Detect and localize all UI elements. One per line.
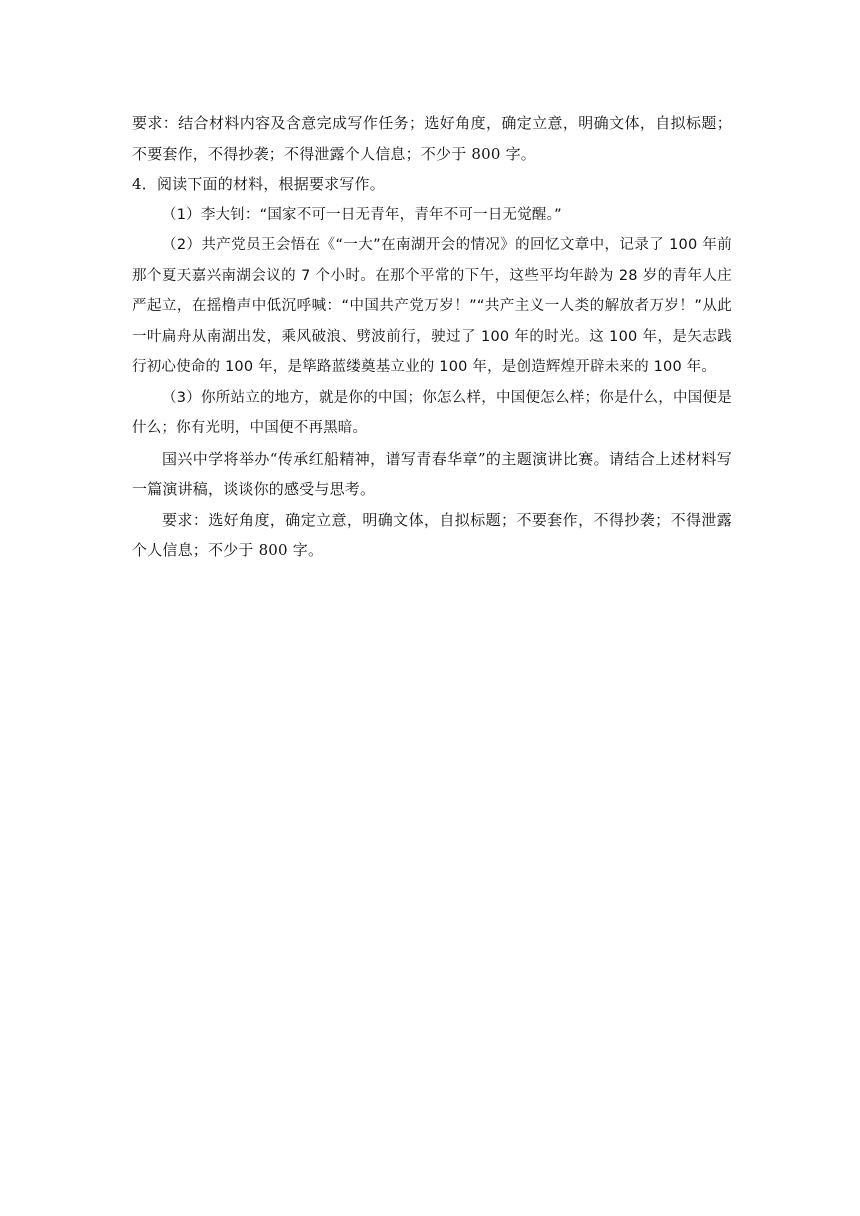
writing-task: 国兴中学将举办“传承红船精神，谱写青春华章”的主题演讲比赛。请结合上述材料写一篇演讲稿，谈谈你的感受与思考。 [132,449,732,498]
previous-requirements: 要求：结合材料内容及含意完成写作任务；选好角度，确定立意，明确文体，自拟标题；不要套作，不得抄袭；不得泄露个人信息；不少于 800 字。 [132,114,732,163]
material-1: （1）李大钊：“国家不可一日无青年，青年不可一日无觉醒。” [162,206,562,223]
document-body [132,108,732,566]
material-3: （3）你所站立的地方，就是你的中国；你怎么样，中国便怎么样；你是什么，中国便是什么；你有光明，中国便不再黑暗。 [132,389,732,436]
material-2: （2）共产党员王会悟在《“一大”在南湖开会的情况》的回忆文章中，记录了 100 年前那个夏天嘉兴南湖会议的 7 个小时。在那个平常的下午，这些平均年龄为 28 岁的青年人庄严起立，在摇橹声中低沉呼喊：“中国共产党万岁！”“共产主义一人类的解放者万岁！”从此一叶扁舟从南湖出发，乘风破浪、劈波前行，驶过了 100 年的时光。这 100 年，是矢志践行初心使命的 100 年，是筚路蓝缕奠基立业的 100 年，是创造辉煌开辟未来的 100 年。 [132,237,732,375]
question-4-requirements: 要求：选好角度，确定立意，明确文体，自拟标题；不要套作，不得抄袭；不得泄露个人信息；不少于 800 字。 [132,510,732,559]
question-4-prompt: 4．阅读下面的材料，根据要求写作。 [132,175,385,193]
